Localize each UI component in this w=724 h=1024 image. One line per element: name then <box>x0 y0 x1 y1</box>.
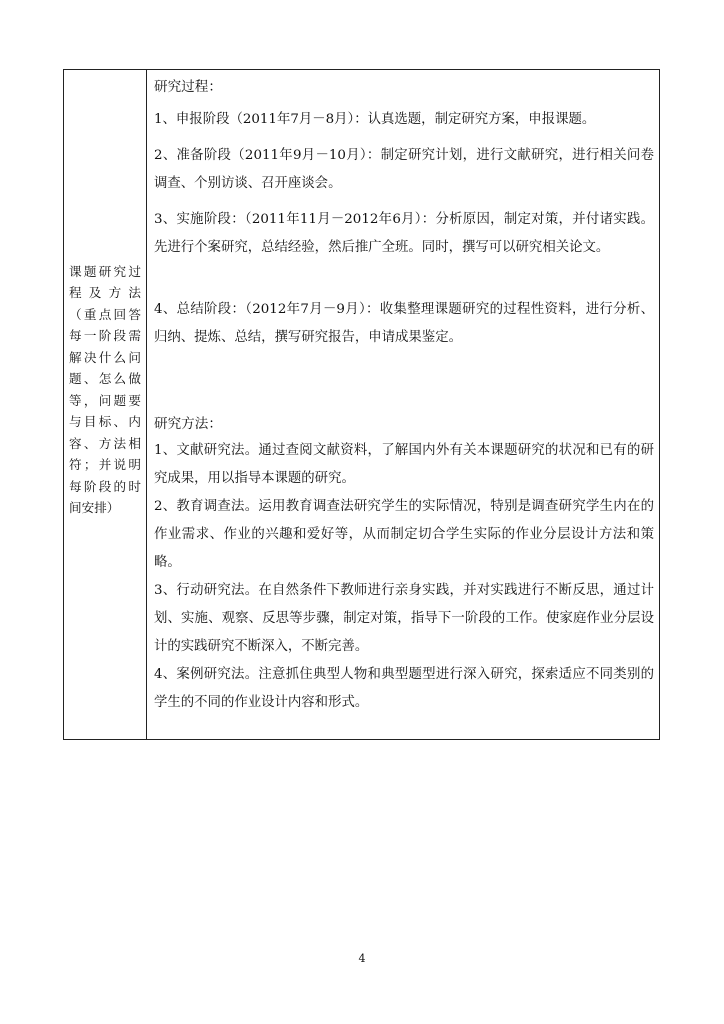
process-item: 3、实施阶段：（2011年11月－2012年6月）：分析原因，制定对策，并付诸实践。先进行个案研究，总结经验，然后推广全班。同时，撰写可以研究相关论文。 <box>154 212 654 255</box>
row-label: 课题研究过程及方法（重点回答每一阶段需解决什么问题、怎么做等，问题要与目标、内容、方法相符；并说明每阶段的时间安排） <box>69 263 141 515</box>
research-process-table <box>63 69 660 740</box>
page-number: 4 <box>358 952 366 965</box>
process-item: 4、总结阶段：（2012年7月－9月）：收集整理课题研究的过程性资料，进行分析、归纳、提炼、总结，撰写研究报告，申请成果鉴定。 <box>154 302 654 345</box>
process-item: 1、申报阶段（2011年7月－8月）：认真选题，制定研究方案，申报课题。 <box>154 112 596 127</box>
process-item: 2、准备阶段（2011年9月－10月）：制定研究计划，进行文献研究，进行相关问卷调查、个别访谈、召开座谈会。 <box>154 148 654 191</box>
method-item: 3、行动研究法。在自然条件下教师进行亲身实践，并对实践进行不断反思，通过计划、实施、观察、反思等步骤，制定对策，指导下一阶段的工作。使家庭作业分层设计的实践研究不断深入，不断完善。 <box>154 583 654 654</box>
process-heading: 研究过程： <box>154 79 222 95</box>
method-item: 2、教育调查法。运用教育调查法研究学生的实际情况，特别是调查研究学生内在的作业需求、作业的兴趣和爱好等，从而制定切合学生实际的作业分层设计方法和策略。 <box>154 499 654 570</box>
methods-heading: 研究方法： <box>154 416 222 432</box>
method-item: 4、案例研究法。注意抓住典型人物和典型题型进行深入研究，探索适应不同类别的学生的不同的作业设计内容和形式。 <box>154 667 654 710</box>
column-divider <box>146 70 147 739</box>
method-item: 1、文献研究法。通过查阅文献资料，了解国内外有关本课题研究的状况和已有的研究成果，用以指导本课题的研究。 <box>154 443 654 486</box>
label-cell <box>64 70 146 739</box>
